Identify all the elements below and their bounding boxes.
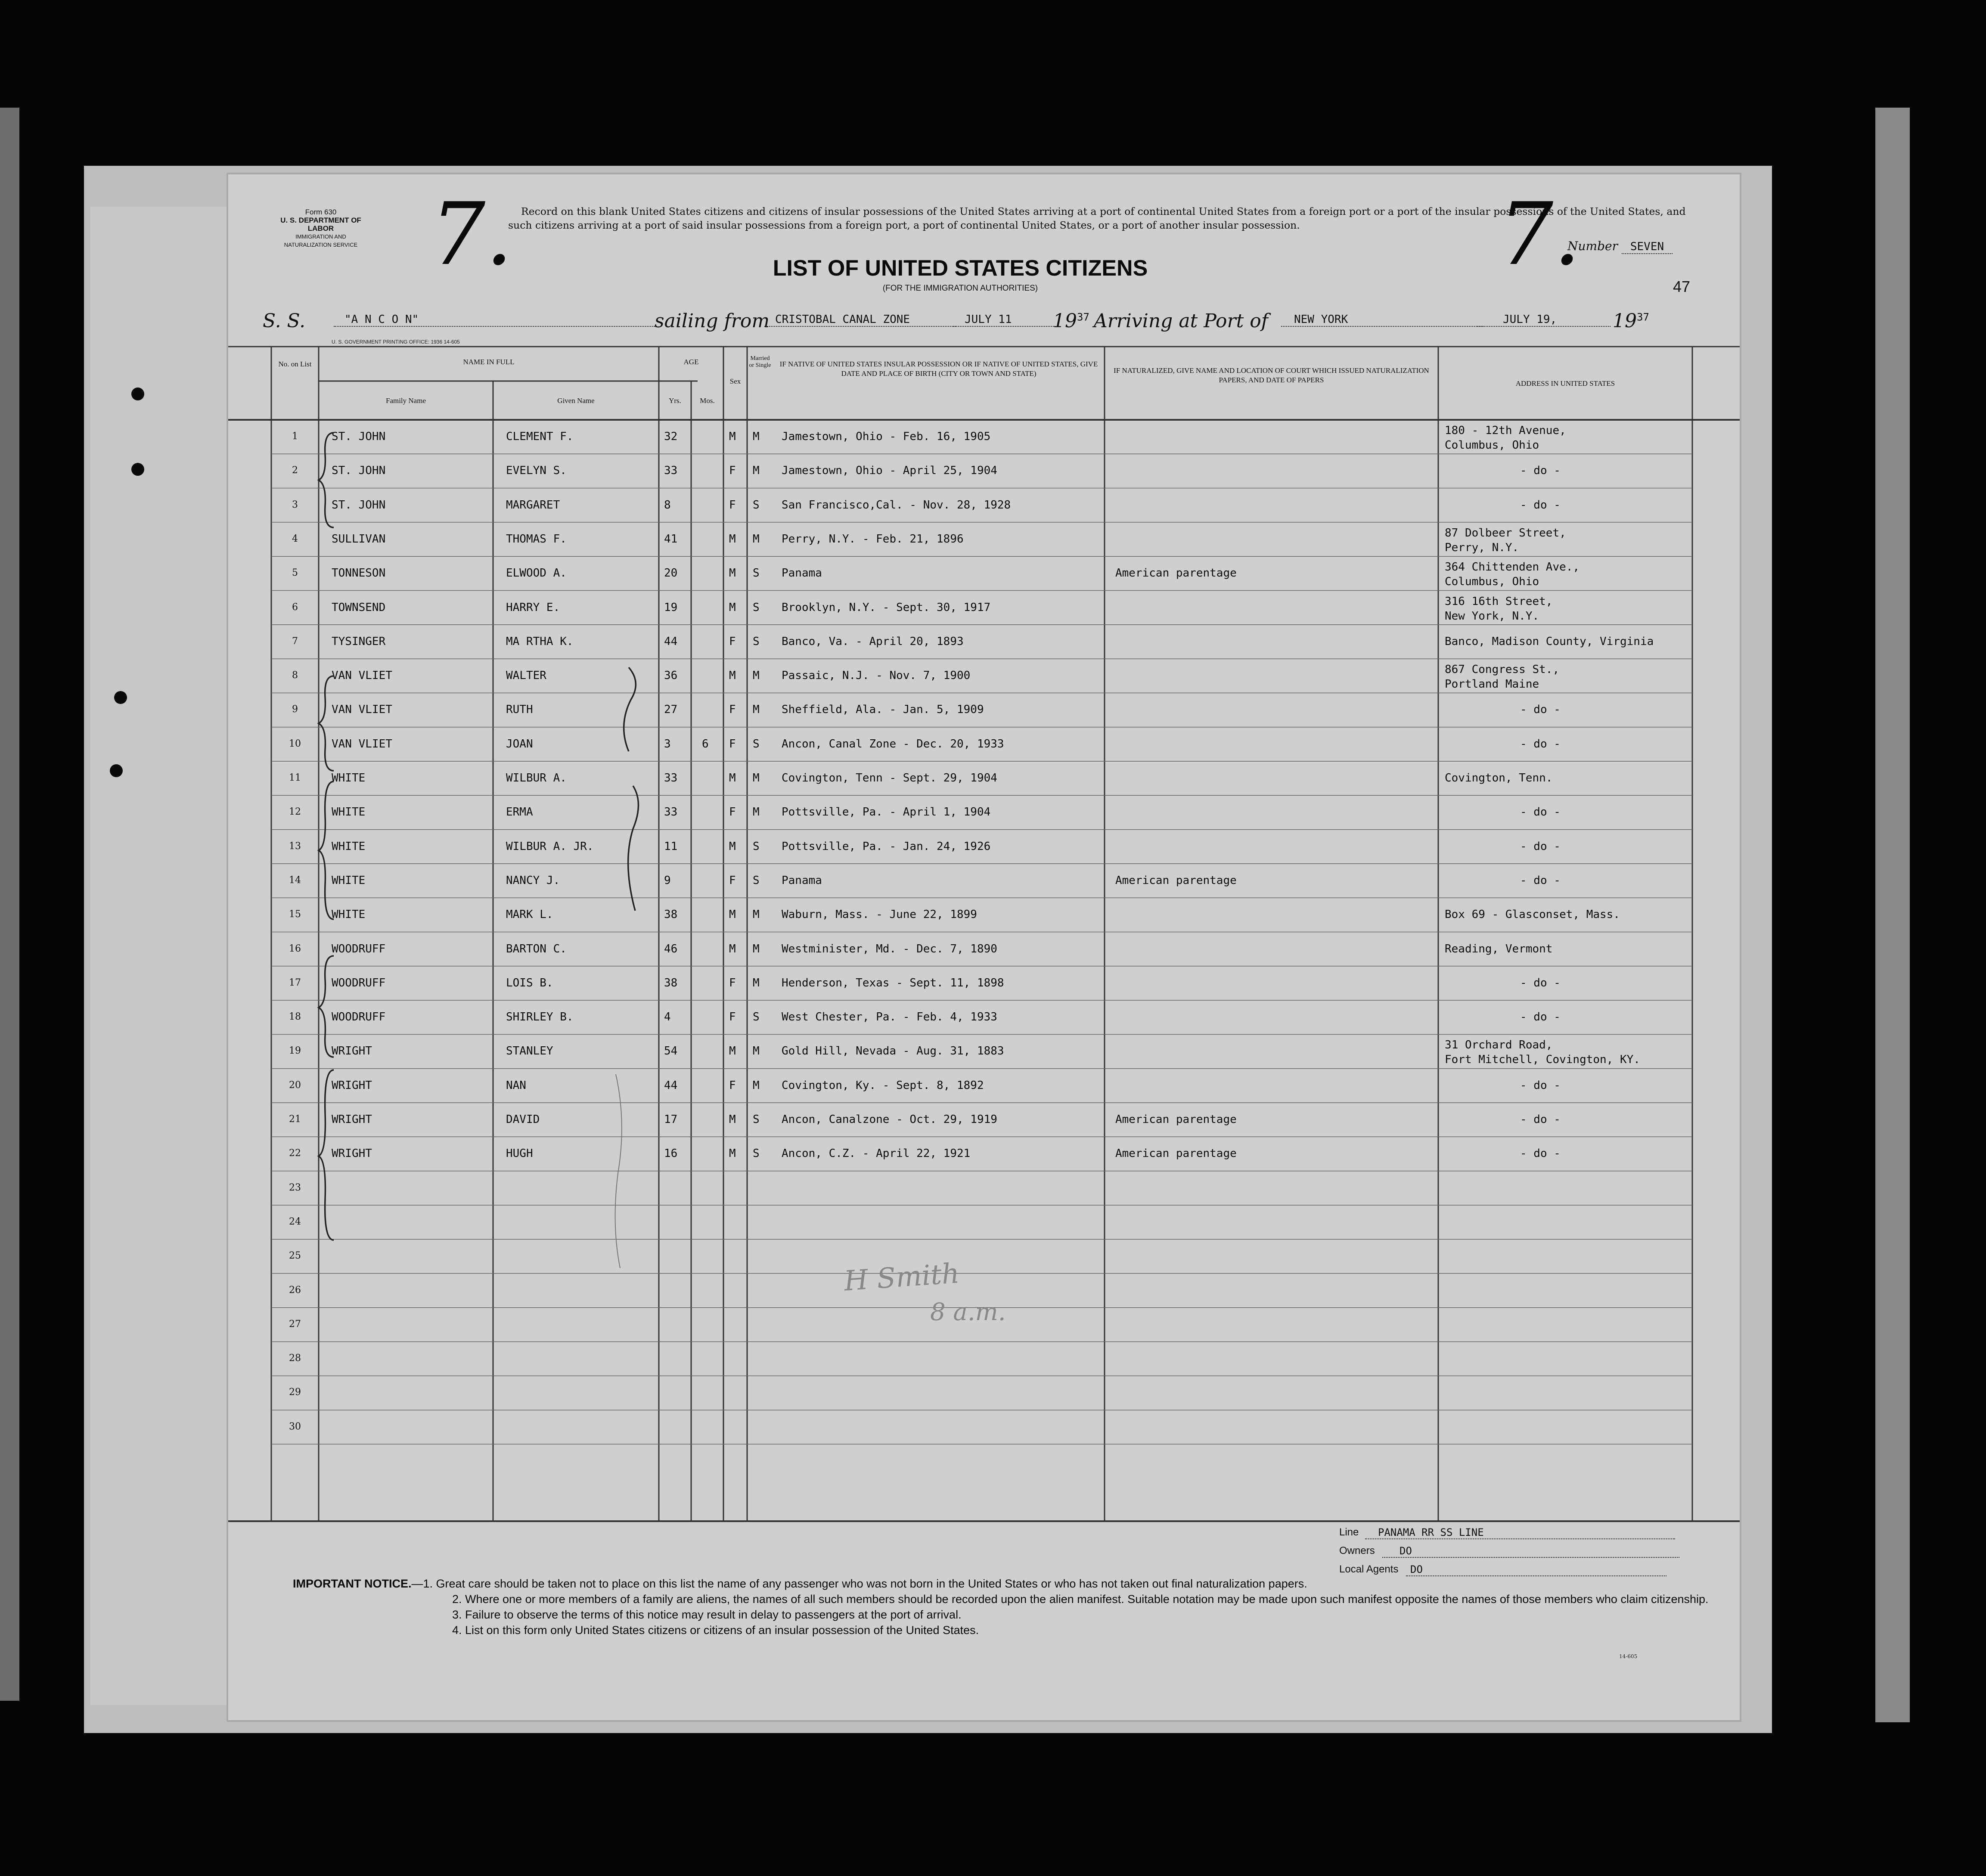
page-subtitle: (FOR THE IMMIGRATION AUTHORITIES) (882, 284, 1038, 293)
family-name-cell: WOODRUFF (332, 1011, 386, 1024)
col-sex: Sex (729, 377, 741, 385)
given-name-cell: WILBUR A. (506, 772, 567, 785)
birth-cell: Henderson, Texas - Sept. 11, 1898 (782, 976, 1004, 989)
row-number: 29 (289, 1387, 301, 1398)
row-number: 24 (289, 1216, 301, 1227)
col-married: Married or Single (749, 355, 771, 369)
birth-cell: Gold Hill, Nevada - Aug. 31, 1883 (782, 1045, 1004, 1058)
address-line-2: Perry, N.Y. (1445, 541, 1519, 554)
handwritten-initials: 8 a.m. (930, 1298, 1006, 1326)
given-name-cell: WILBUR A. JR. (506, 840, 594, 853)
binder-hole (131, 463, 144, 476)
age-years-cell: 32 (664, 430, 678, 443)
birth-cell: Ancon, C.Z. - April 22, 1921 (782, 1147, 971, 1160)
sex-cell: M (729, 1045, 736, 1058)
arrival-year-suffix: 37 (1637, 311, 1649, 323)
arrival-year-prefix: 19 (1613, 310, 1637, 332)
family-name-cell: VAN VLIET (332, 669, 392, 682)
page-number: 47 (1673, 278, 1691, 295)
birth-cell: Passaic, N.J. - Nov. 7, 1900 (782, 669, 971, 682)
row-number: 25 (289, 1250, 301, 1262)
address-line-1: - do - (1520, 1011, 1561, 1024)
marital-status-cell: S (753, 1113, 760, 1126)
owners-label: Owners (1339, 1545, 1375, 1557)
given-name-cell: WALTER (506, 669, 546, 682)
address-line-1: - do - (1520, 806, 1561, 819)
arriving-label: Arriving at Port of (1094, 310, 1269, 332)
binder-hole (110, 764, 123, 777)
notice-item-4: 4. List on this form only United States citizens or citizens of an insular possession of the United States. (452, 1624, 979, 1637)
col-mos: Mos. (700, 397, 715, 405)
marital-status-cell: M (753, 942, 760, 955)
print-office-note: U. S. GOVERNMENT PRINTING OFFICE: 1936 14-605 (332, 339, 460, 345)
col-yrs: Yrs. (669, 397, 681, 405)
age-years-cell: 9 (664, 874, 671, 887)
row-number: 5 (292, 567, 298, 579)
age-years-cell: 11 (664, 840, 678, 853)
col-given-name: Given Name (557, 397, 595, 405)
row-number: 17 (289, 977, 301, 988)
given-name-cell: ERMA (506, 806, 533, 819)
sex-cell: F (729, 1079, 736, 1092)
marital-status-cell: S (753, 601, 760, 614)
left-binder-edge (0, 108, 19, 1701)
row-number: 12 (289, 806, 301, 818)
naturalization-cell: American parentage (1115, 567, 1237, 580)
row-number: 20 (289, 1079, 301, 1091)
birth-cell: Westminister, Md. - Dec. 7, 1890 (782, 942, 997, 955)
row-number: 11 (289, 772, 301, 783)
birth-cell: Ancon, Canal Zone - Dec. 20, 1933 (782, 737, 1004, 750)
marital-status-cell: S (753, 840, 760, 853)
col-no: No. on List (278, 360, 312, 368)
sex-cell: F (729, 703, 736, 716)
address-line-2: Columbus, Ohio (1445, 575, 1539, 589)
col-family-name: Family Name (385, 397, 426, 405)
address-line-1: Banco, Madison County, Virginia (1445, 635, 1654, 648)
marital-status-cell: S (753, 498, 760, 512)
family-name-cell: WRIGHT (332, 1045, 372, 1058)
row-number: 28 (289, 1353, 301, 1364)
family-name-cell: WRIGHT (332, 1113, 372, 1126)
sailing-label: sailing from (655, 310, 770, 332)
right-binder-edge (1875, 108, 1910, 1722)
sex-cell: M (729, 1113, 736, 1126)
depart-date: JULY 11 (952, 313, 1055, 327)
notice-title: IMPORTANT NOTICE. (293, 1577, 412, 1590)
given-name-cell: THOMAS F. (506, 532, 567, 546)
sex-cell: M (729, 669, 736, 682)
agents-label: Local Agents (1339, 1563, 1399, 1575)
address-line-2: Columbus, Ohio (1445, 439, 1539, 452)
row-number: 30 (289, 1421, 301, 1432)
row-number: 27 (289, 1318, 301, 1330)
depart-year-prefix: 19 (1053, 310, 1077, 332)
arrival-date: JULY 19, (1477, 313, 1611, 327)
col-age: AGE (683, 358, 699, 366)
manifest-page (228, 174, 1740, 1720)
family-name-cell: WHITE (332, 806, 366, 819)
family-name-cell: SULLIVAN (332, 532, 386, 546)
age-years-cell: 44 (664, 635, 678, 648)
important-notice (293, 1576, 1714, 1638)
row-number: 15 (289, 909, 301, 920)
given-name-cell: MA RTHA K. (506, 635, 574, 648)
address-line-1: - do - (1520, 1113, 1561, 1126)
family-name-cell: WRIGHT (332, 1147, 372, 1160)
address-line-1: 31 Orchard Road, (1445, 1039, 1553, 1052)
binder-hole (131, 388, 144, 400)
address-line-1: - do - (1520, 874, 1561, 887)
birth-cell: West Chester, Pa. - Feb. 4, 1933 (782, 1011, 997, 1024)
marital-status-cell: S (753, 1011, 760, 1024)
age-years-cell: 38 (664, 976, 678, 989)
birth-cell: Ancon, Canalzone - Oct. 29, 1919 (782, 1113, 997, 1126)
sex-cell: F (729, 874, 736, 887)
birth-cell: San Francisco,Cal. - Nov. 28, 1928 (782, 498, 1011, 512)
age-years-cell: 41 (664, 532, 678, 546)
address-line-1: Covington, Tenn. (1445, 772, 1553, 785)
number-label: Number (1567, 239, 1618, 253)
marital-status-cell: M (753, 464, 760, 478)
family-name-cell: ST. JOHN (332, 464, 386, 478)
address-line-1: 867 Congress St., (1445, 663, 1560, 676)
row-number: 21 (289, 1114, 301, 1125)
depart-port: CRISTOBAL CANAL ZONE (764, 313, 956, 327)
birth-cell: Banco, Va. - April 20, 1893 (782, 635, 964, 648)
address-line-2: Fort Mitchell, Covington, KY. (1445, 1053, 1640, 1067)
agents-value: DO (1406, 1563, 1666, 1576)
row-number: 26 (289, 1284, 301, 1296)
birth-cell: Jamestown, Ohio - Feb. 16, 1905 (782, 430, 991, 443)
address-line-1: 87 Dolbeer Street, (1445, 526, 1566, 540)
handwritten-signature: H Smith (843, 1257, 961, 1298)
marital-status-cell: M (753, 532, 760, 546)
given-name-cell: HUGH (506, 1147, 533, 1160)
sex-cell: M (729, 430, 736, 443)
sex-cell: M (729, 908, 736, 921)
sex-cell: M (729, 1147, 736, 1160)
list-number-right: 7. (1499, 184, 1581, 285)
family-name-cell: ST. JOHN (332, 430, 386, 443)
naturalization-cell: American parentage (1115, 874, 1237, 887)
given-name-cell: HARRY E. (506, 601, 560, 614)
intro-instructions: Record on this blank United States citizens and citizens of insular possessions of the United States arriving at a port of continental United States from a foreign port or a port of the insular possessions of the United States, and such citizens arriving at a port of said insular possessions from a foreign port, a port of continental United States, or a port of another insular possession. (508, 205, 1686, 231)
birth-cell: Covington, Ky. - Sept. 8, 1892 (782, 1079, 984, 1092)
given-name-cell: EVELYN S. (506, 464, 567, 478)
age-years-cell: 33 (664, 806, 678, 819)
row-number: 8 (292, 670, 298, 681)
sex-cell: M (729, 840, 736, 853)
depart-year-suffix: 37 (1077, 311, 1089, 323)
form-number: Form 630 (305, 208, 337, 216)
age-years-cell: 33 (664, 772, 678, 785)
address-line-1: - do - (1520, 1079, 1561, 1092)
age-years-cell: 20 (664, 567, 678, 580)
given-name-cell: MARGARET (506, 498, 560, 512)
sex-cell: M (729, 601, 736, 614)
department: U. S. DEPARTMENT OF LABOR (280, 216, 361, 233)
birth-cell: Panama (782, 874, 822, 887)
binder-hole (114, 691, 127, 704)
list-number-left: 7. (431, 184, 513, 285)
birth-cell: Perry, N.Y. - Feb. 21, 1896 (782, 532, 964, 546)
given-name-cell: RUTH (506, 703, 533, 716)
naturalization-cell: American parentage (1115, 1147, 1237, 1160)
given-name-cell: NANCY J. (506, 874, 560, 887)
owners-value: DO (1382, 1545, 1679, 1558)
given-name-cell: STANLEY (506, 1045, 553, 1058)
address-line-1: - do - (1520, 498, 1561, 512)
family-name-cell: WOODRUFF (332, 976, 386, 989)
address-line-1: 316 16th Street, (1445, 595, 1553, 608)
age-years-cell: 16 (664, 1147, 678, 1160)
age-years-cell: 8 (664, 498, 671, 512)
sex-cell: M (729, 942, 736, 955)
family-braces (228, 174, 1740, 1720)
marital-status-cell: M (753, 806, 760, 819)
row-number: 10 (289, 738, 301, 749)
line-value: PANAMA RR SS LINE (1365, 1526, 1675, 1539)
marital-status-cell: S (753, 567, 760, 580)
back-page-left (90, 207, 233, 1705)
family-name-cell: ST. JOHN (332, 498, 386, 512)
col-naturalized: IF NATURALIZED, GIVE NAME AND LOCATION OF COURT WHICH ISSUED NATURALIZATION PAPERS, AND DATE OF PAPERS (1114, 366, 1429, 384)
address-line-1: - do - (1520, 1147, 1561, 1160)
birth-cell: Covington, Tenn - Sept. 29, 1904 (782, 772, 997, 785)
sex-cell: F (729, 635, 736, 648)
birth-cell: Pottsville, Pa. - April 1, 1904 (782, 806, 991, 819)
given-name-cell: DAVID (506, 1113, 540, 1126)
family-name-cell: VAN VLIET (332, 703, 392, 716)
age-years-cell: 3 (664, 737, 671, 750)
given-name-cell: JOAN (506, 737, 533, 750)
address-line-1: - do - (1520, 737, 1561, 750)
row-number: 23 (289, 1182, 301, 1193)
family-name-cell: WHITE (332, 772, 366, 785)
col-birth: IF NATIVE OF UNITED STATES INSULAR POSSESSION OR IF NATIVE OF UNITED STATES, GIVE DATE AND PLACE OF BIRTH (CITY OR TOWN AND STATE) (779, 360, 1098, 378)
sex-cell: F (729, 737, 736, 750)
age-months-cell: 6 (702, 737, 709, 750)
family-name-cell: WHITE (332, 874, 366, 887)
row-number: 1 (292, 431, 298, 442)
age-years-cell: 44 (664, 1079, 678, 1092)
row-number: 22 (289, 1148, 301, 1159)
row-number: 19 (289, 1045, 301, 1057)
row-number: 7 (292, 636, 298, 647)
col-address: ADDRESS IN UNITED STATES (1515, 379, 1615, 388)
birth-cell: Sheffield, Ala. - Jan. 5, 1909 (782, 703, 984, 716)
marital-status-cell: M (753, 908, 760, 921)
given-name-cell: BARTON C. (506, 942, 567, 955)
marital-status-cell: M (753, 1079, 760, 1092)
naturalization-cell: American parentage (1115, 1113, 1237, 1126)
address-line-1: 364 Chittenden Ave., (1445, 561, 1580, 574)
sex-cell: F (729, 498, 736, 512)
family-name-cell: WRIGHT (332, 1079, 372, 1092)
marital-status-cell: M (753, 430, 760, 443)
marital-status-cell: M (753, 976, 760, 989)
given-name-cell: CLEMENT F. (506, 430, 574, 443)
marital-status-cell: S (753, 1147, 760, 1160)
age-years-cell: 4 (664, 1011, 671, 1024)
family-name-cell: TONNESON (332, 567, 386, 580)
address-line-1: Reading, Vermont (1445, 942, 1553, 955)
marital-status-cell: S (753, 874, 760, 887)
address-line-1: - do - (1520, 976, 1561, 989)
row-number: 3 (292, 499, 298, 510)
age-years-cell: 19 (664, 601, 678, 614)
marital-status-cell: S (753, 737, 760, 750)
family-name-cell: TOWNSEND (332, 601, 386, 614)
notice-item-3: 3. Failure to observe the terms of this notice may result in delay to passengers at the port of arrival. (452, 1608, 962, 1621)
address-line-1: - do - (1520, 703, 1561, 716)
sex-cell: M (729, 532, 736, 546)
marital-status-cell: M (753, 703, 760, 716)
number-value: SEVEN (1622, 240, 1673, 254)
col-name-in-full: NAME IN FULL (463, 358, 515, 366)
birth-cell: Panama (782, 567, 822, 580)
ship-name: "A N C O N" (334, 313, 655, 327)
address-line-1: Box 69 - Glasconset, Mass. (1445, 908, 1620, 921)
notice-item-1: IMPORTANT NOTICE.—1. Great care should be taken not to place on this list the name of any passenger who was not born in the United States or who has not taken out final naturalization papers. (293, 1577, 1307, 1590)
birth-cell: Waburn, Mass. - June 22, 1899 (782, 908, 977, 921)
birth-cell: Pottsville, Pa. - Jan. 24, 1926 (782, 840, 991, 853)
marital-status-cell: S (753, 635, 760, 648)
birth-cell: Jamestown, Ohio - April 25, 1904 (782, 464, 997, 478)
address-line-2: Portland Maine (1445, 678, 1539, 691)
notice-item-2: 2. Where one or more members of a family are aliens, the names of all such members should be recorded upon the alien manifest. Suitable notation may be made upon such manifest opposite the names of those members who claim citizenship. (452, 1593, 1709, 1606)
arrival-port: NEW YORK (1281, 313, 1483, 327)
sex-cell: F (729, 806, 736, 819)
age-years-cell: 17 (664, 1113, 678, 1126)
address-line-2: New York, N.Y. (1445, 609, 1539, 623)
line-label: Line (1339, 1526, 1359, 1538)
birth-cell: Brooklyn, N.Y. - Sept. 30, 1917 (782, 601, 991, 614)
row-number: 6 (292, 602, 298, 613)
given-name-cell: LOIS B. (506, 976, 553, 989)
age-years-cell: 46 (664, 942, 678, 955)
family-name-cell: VAN VLIET (332, 737, 392, 750)
address-line-1: - do - (1520, 840, 1561, 853)
sex-cell: F (729, 976, 736, 989)
marital-status-cell: M (753, 1045, 760, 1058)
age-years-cell: 27 (664, 703, 678, 716)
marital-status-cell: M (753, 669, 760, 682)
given-name-cell: ELWOOD A. (506, 567, 567, 580)
row-number: 2 (292, 465, 298, 476)
sex-cell: F (729, 464, 736, 478)
page-title: LIST OF UNITED STATES CITIZENS (773, 256, 1148, 281)
row-number: 16 (289, 943, 301, 954)
sex-cell: F (729, 1011, 736, 1024)
address-line-1: - do - (1520, 464, 1561, 478)
service: IMMIGRATION AND NATURALIZATION SERVICE (284, 233, 358, 248)
age-years-cell: 36 (664, 669, 678, 682)
family-name-cell: TYSINGER (332, 635, 386, 648)
marital-status-cell: M (753, 772, 760, 785)
row-number: 13 (289, 840, 301, 852)
sex-cell: M (729, 567, 736, 580)
age-years-cell: 33 (664, 464, 678, 478)
given-name-cell: MARK L. (506, 908, 553, 921)
sex-cell: M (729, 772, 736, 785)
address-line-1: 180 - 12th Avenue, (1445, 424, 1566, 437)
given-name-cell: SHIRLEY B. (506, 1011, 574, 1024)
family-name-cell: WHITE (332, 908, 366, 921)
form-code: 14-605 (1619, 1653, 1638, 1659)
family-name-cell: WHITE (332, 840, 366, 853)
row-number: 18 (289, 1011, 301, 1023)
row-number: 9 (292, 704, 298, 715)
row-number: 4 (292, 533, 298, 544)
ss-label: S. S. (263, 310, 306, 332)
age-years-cell: 38 (664, 908, 678, 921)
given-name-cell: NAN (506, 1079, 526, 1092)
family-name-cell: WOODRUFF (332, 942, 386, 955)
row-number: 14 (289, 874, 301, 886)
age-years-cell: 54 (664, 1045, 678, 1058)
